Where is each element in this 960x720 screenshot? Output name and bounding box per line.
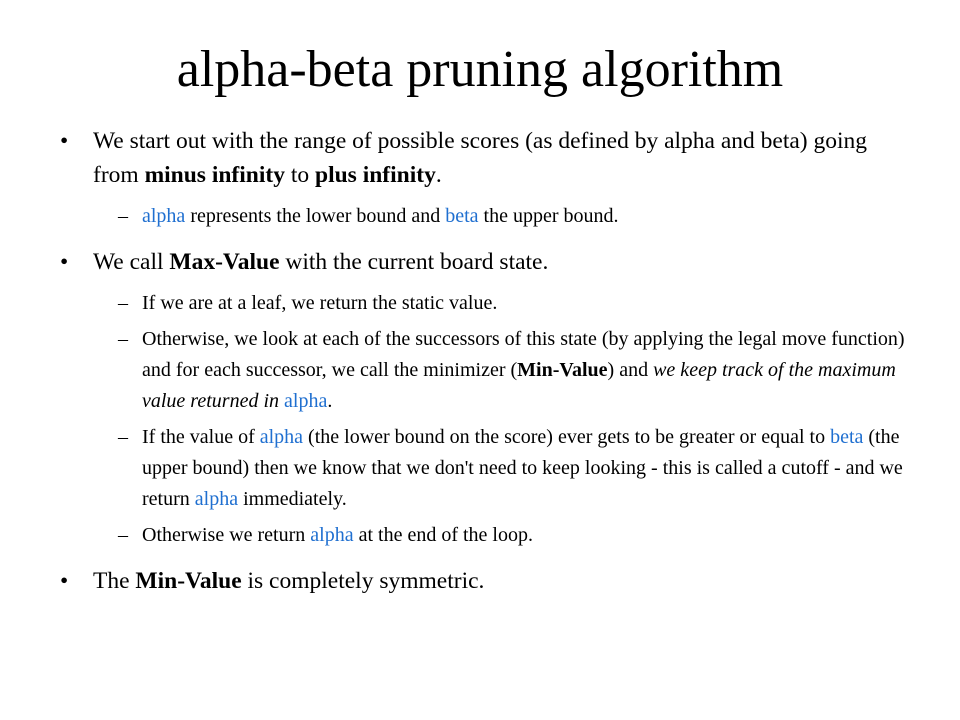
dash-icon: – — [118, 426, 128, 448]
keyword-alpha: alpha — [142, 205, 186, 227]
dash-icon: – — [118, 524, 128, 546]
keyword-beta: beta — [445, 205, 479, 227]
sub-bullet-text: . — [327, 390, 333, 412]
bullet-text: We call — [93, 249, 170, 275]
bullet-text: with the current board state. — [279, 249, 549, 275]
bold-text: plus infinity — [315, 162, 436, 188]
bullet-text: . — [435, 162, 442, 188]
dash-icon: – — [118, 205, 128, 227]
sub-bullet-text: Otherwise we return — [142, 524, 311, 546]
italic-text: we keep track of the maximum value returned in — [142, 359, 896, 412]
bullet-call-max-value — [60, 245, 910, 279]
keyword-alpha: alpha — [284, 390, 328, 412]
sub-bullet-text: the upper bound. — [478, 205, 619, 227]
keyword-alpha: alpha — [259, 426, 304, 448]
bullet-range-of-scores — [60, 124, 910, 192]
sub-bullet-leaf — [60, 288, 910, 319]
sub-bullet-text: (the upper bound) then we know that we don't need to keep looking - this is called a cutoff - and we return — [142, 426, 903, 510]
bold-text: Min-Value — [135, 568, 242, 594]
sub-bullet-successors — [60, 324, 910, 417]
sub-bullet-text: immediately. — [238, 488, 347, 510]
sub-bullet-return-alpha — [60, 520, 910, 551]
sub-bullet-text: Otherwise, we look at each of the successors of this state (by applying the legal move function) and for each successor, we call the minimizer ( — [142, 328, 905, 381]
keyword-alpha: alpha — [194, 488, 239, 510]
sub-bullet-text: If the value of — [142, 426, 260, 448]
sub-bullet-text: represents the lower bound and — [185, 205, 446, 227]
slide-content — [60, 124, 910, 607]
bullet-icon: • — [60, 249, 69, 275]
dash-icon: – — [118, 292, 128, 314]
slide-title: alpha-beta pruning algorithm — [176, 41, 784, 98]
sub-bullet-text: at the end of the loop. — [353, 524, 533, 546]
keyword-beta: beta — [830, 426, 864, 448]
bullet-text: The — [93, 568, 136, 594]
bullet-icon: • — [60, 568, 69, 594]
sub-bullet-cutoff — [60, 422, 910, 515]
sub-bullet-text: (the lower bound on the score) ever gets to be greater or equal to — [303, 426, 831, 448]
bold-text: Min-Value — [517, 359, 608, 381]
dash-icon: – — [118, 328, 128, 350]
keyword-alpha: alpha — [310, 524, 354, 546]
bullet-min-value-symmetric — [60, 564, 910, 598]
bold-text: minus infinity — [144, 162, 285, 188]
sub-bullet-text: If we are at a leaf, we return the static value. — [142, 292, 498, 314]
sub-bullet-text: ) and — [607, 359, 654, 381]
bullet-text: is completely symmetric. — [241, 568, 485, 594]
bullet-icon: • — [60, 128, 69, 154]
bullet-text: We start out with the range of possible scores (as defined by alpha and beta) going from — [93, 128, 868, 188]
sub-bullet-alpha-beta-bounds — [60, 201, 910, 232]
bullet-text: to — [284, 162, 315, 188]
bold-text: Max-Value — [169, 249, 280, 275]
